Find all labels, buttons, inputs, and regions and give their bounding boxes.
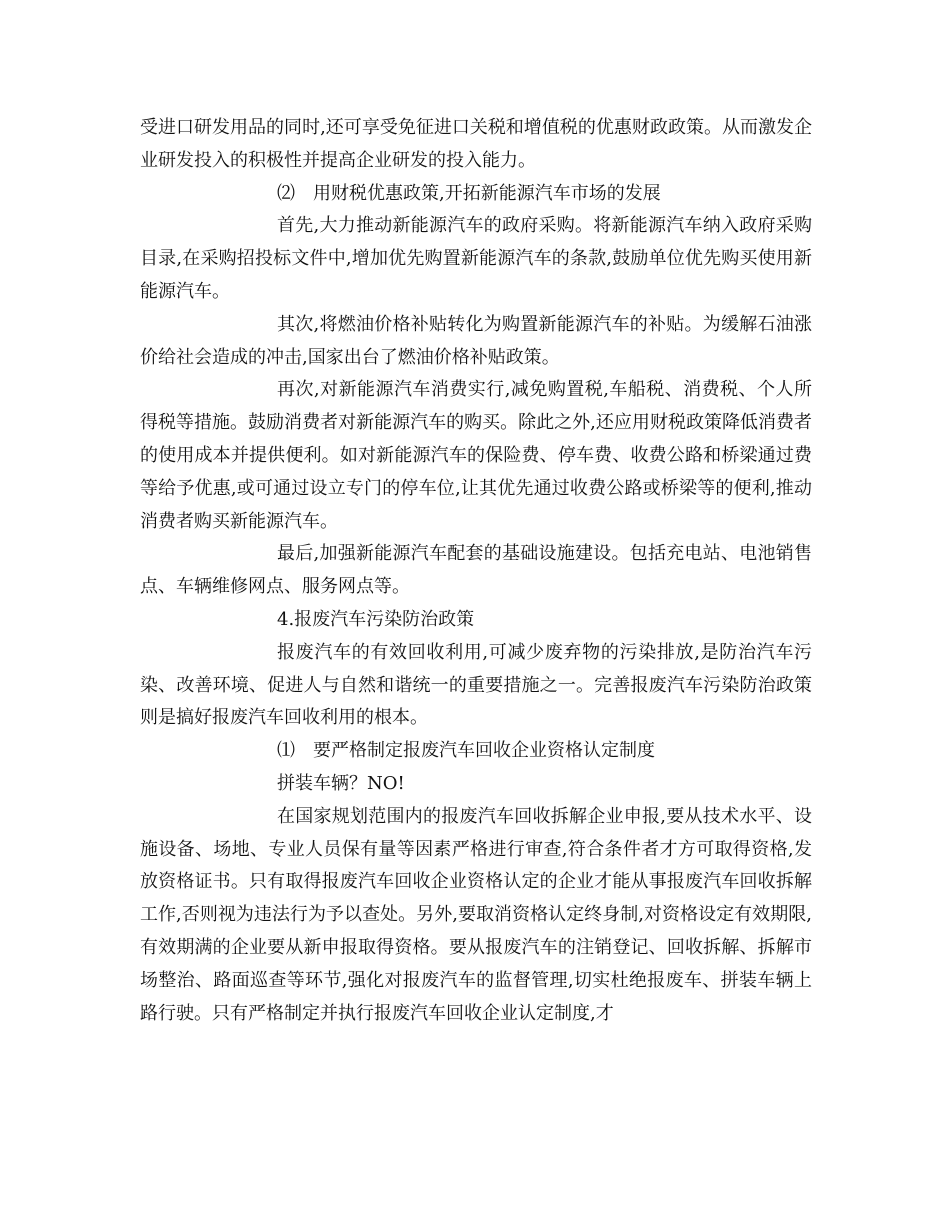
paragraph-fuel-subsidy: 其次,将燃油价格补贴转化为购置新能源汽车的补贴。为缓解石油涨价给社会造成的冲击,国家出台了燃油价格补贴政策。 bbox=[140, 313, 812, 368]
paragraph-assembled-vehicles: 拼装车辆？NO! bbox=[277, 772, 405, 794]
paragraph-qualification-review: 在国家规划范围内的报废汽车回收拆解企业申报,要从技术水平、设施设备、场地、专业人员保有量等因素严格进行审查,符合条件者才方可取得资格,发放资格证书。只有取得报废汽车回收企业资格认定的企业才能从事报废汽车回收拆解工作,否则视为违法行为予以查处。另外,要取消资格认定终身制,对资格设定有效期限,有效期满的企业要从新申报取得资格。要从报废汽车的注销登记、回收拆解、拆解市场整治、路面巡查等环节,强化对报废汽车的监督管理,切实杜绝报废车、拼装车辆上路行驶。只有严格制定并执行报废汽车回收企业认定制度,才 bbox=[140, 805, 812, 1024]
paragraph-continuation: 受进口研发用品的同时,还可享受免征进口关税和增值税的优惠财政政策。从而激发企业研发投入的积极性并提高企业研发的投入能力。 bbox=[140, 117, 812, 171]
paragraph-government-procurement: 首先,大力推动新能源汽车的政府采购。将新能源汽车纳入政府采购目录,在采购招投标文件中,增加优先购置新能源汽车的条款,鼓励单位优先购买使用新能源汽车。 bbox=[140, 215, 812, 302]
subheading-qualification-system: ⑴ 要严格制定报废汽车回收企业资格认定制度 bbox=[277, 740, 655, 762]
section-heading-scrap-pollution: 4.报废汽车污染防治政策 bbox=[277, 608, 475, 630]
paragraph-scrap-recycling: 报废汽车的有效回收利用,可减少废弃物的污染排放,是防治汽车污染、改善环境、促进人与自然和谐统一的重要措施之一。完善报废汽车污染防治政策则是搞好报废汽车回收利用的根本。 bbox=[140, 641, 812, 729]
paragraph-tax-reduction: 再次,对新能源汽车消费实行,减免购置税,车船税、消费税、个人所得税等措施。鼓励消费者对新能源汽车的购买。除此之外,还应用财税政策降低消费者的使用成本并提供便利。如对新能源汽车的保险费、停车费、收费公路和桥梁通过费等给予优惠,或可通过设立专门的停车位,让其优先通过收费公路或桥梁等的便利,推动消费者购买新能源汽车。 bbox=[140, 379, 812, 532]
subheading-fiscal-market: ⑵ 用财税优惠政策,开拓新能源汽车市场的发展 bbox=[277, 182, 661, 204]
document-page bbox=[140, 112, 812, 1030]
paragraph-infrastructure: 最后,加强新能源汽车配套的基础设施建设。包括充电站、电池销售点、车辆维修网点、服务网点等。 bbox=[140, 543, 812, 598]
